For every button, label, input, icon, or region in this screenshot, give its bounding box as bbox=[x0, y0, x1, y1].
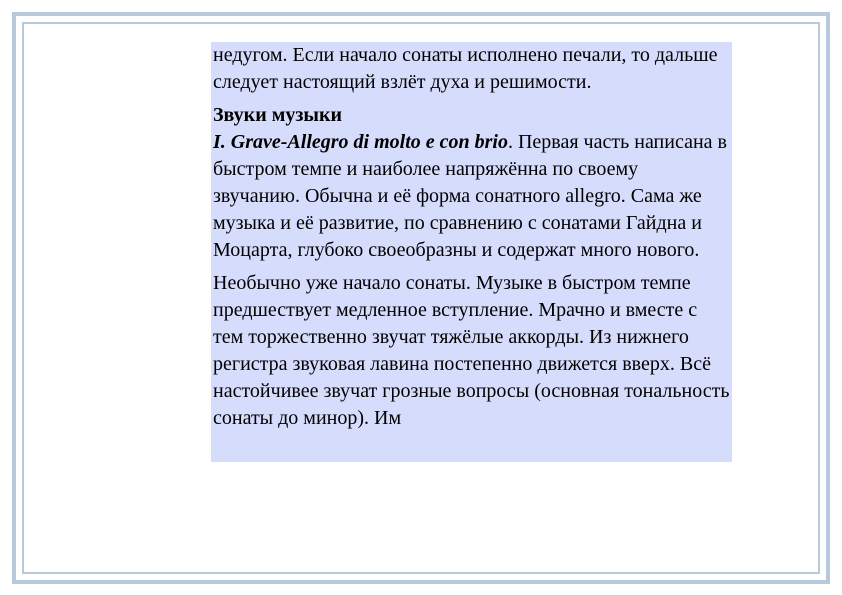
paragraph-movement bbox=[213, 129, 730, 264]
section-heading: Звуки музыки bbox=[213, 104, 343, 126]
movement-title: I. Grave-Allegro di molto e con brio bbox=[213, 131, 508, 153]
paragraph-next: Необычно уже начало сонаты. Музыке в быстром темпе предшествует медленное вступление. Мрачно и вместе с тем торжественно звучат тяжёлые аккорды. Из нижнего регистра звуковая лавина постепенно движется вверх. Всё настойчивее звучат грозные вопросы (основная тональность сонаты до минор). Им bbox=[213, 272, 730, 429]
text-block bbox=[211, 42, 732, 462]
paragraph-intro-end: недугом. Если начало сонаты исполнено печали, то дальше следует настоящий взлёт духа и решимости. bbox=[213, 44, 718, 93]
movement-text: . Первая часть написана в быстром темпе и наиболее напряжённа по своему звучанию. Обычна и её форма сонатного allegro. Сама же музыка и её развитие, по сравнению с сонатами Гайдна и Моцарта, глубоко своеобразны и содержат много нового. bbox=[213, 131, 727, 261]
